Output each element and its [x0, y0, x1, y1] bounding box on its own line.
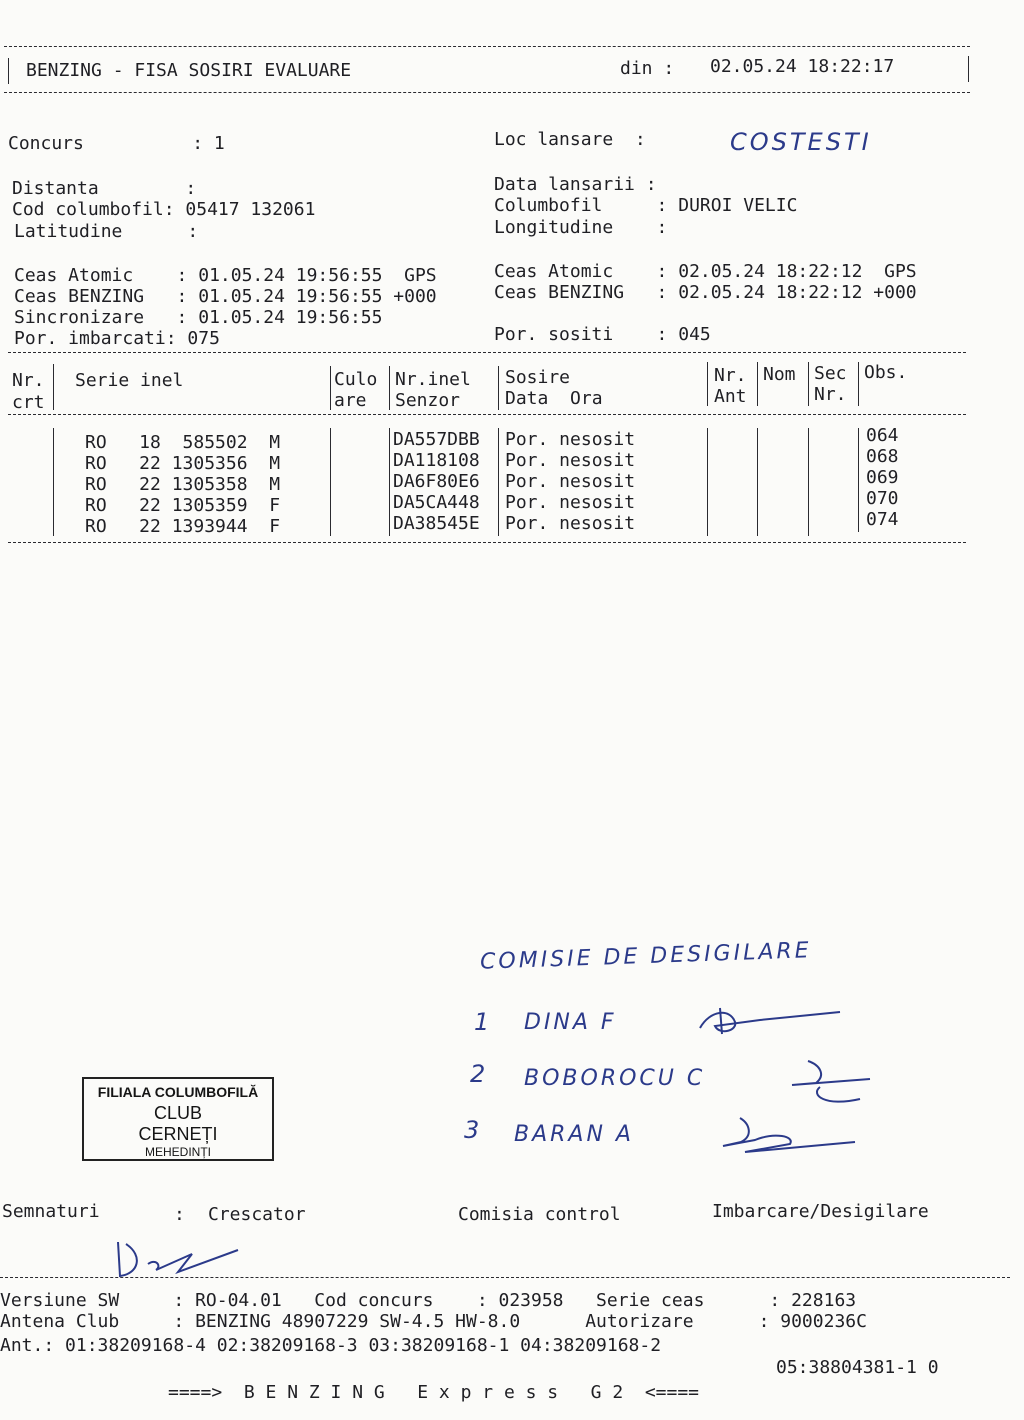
- header-serie-inel: Serie inel: [75, 370, 184, 391]
- col-sep: [707, 428, 708, 536]
- col-sep: [330, 428, 331, 536]
- header-left-border: [8, 58, 9, 84]
- col-sep: [330, 366, 331, 410]
- loc-lansare-handwritten: COSTESTI: [730, 128, 872, 156]
- club-stamp: [82, 1077, 274, 1161]
- ceas-benzing-start: Ceas BENZING : 01.05.24 19:56:55 +000: [14, 286, 437, 307]
- row-obs: 064: [866, 425, 899, 446]
- row-obs: 069: [866, 467, 899, 488]
- row-senzor: DA557DBB: [393, 429, 480, 450]
- comisia-control-label: Comisia control: [458, 1204, 621, 1225]
- row-sosire: Por. nesosit: [505, 471, 636, 492]
- row-senzor: DA118108: [393, 450, 480, 471]
- col-sep: [389, 428, 390, 536]
- footer-line-2: Antena Club : BENZING 48907229 SW-4.5 HW-8.0 Autorizare : 9000236C: [0, 1311, 867, 1332]
- header-obs: Obs.: [864, 362, 908, 383]
- page-title: BENZING - FISA SOSIRI EVALUARE: [26, 60, 352, 81]
- header-right-border: [968, 56, 969, 82]
- header-nr-crt-1: Nr.: [12, 370, 45, 391]
- row-sosire: Por. nesosit: [505, 492, 636, 513]
- commission-member-nr: 1: [474, 1008, 493, 1036]
- header-nr-ant-2: Ant: [714, 386, 747, 407]
- semnaturi-colon: :: [174, 1204, 185, 1225]
- row-serie: RO 22 1305356 M: [85, 453, 281, 474]
- commission-member-name: BARAN A: [514, 1122, 634, 1147]
- header-sosire-2: Data Ora: [505, 388, 603, 409]
- sincronizare-line: Sincronizare : 01.05.24 19:56:55: [14, 307, 383, 328]
- row-sosire: Por. nesosit: [505, 450, 636, 471]
- header-culoare-1: Culo: [334, 369, 378, 390]
- row-obs: 068: [866, 446, 899, 467]
- signature-member-2: [780, 1055, 880, 1115]
- footer-brand: ====> B E N Z I N G E x p r e s s G 2 <====: [168, 1382, 700, 1403]
- longitudine-line: Longitudine :: [494, 217, 668, 238]
- stamp-line-3: CERNEȚI: [138, 1124, 218, 1144]
- row-sosire: Por. nesosit: [505, 513, 636, 534]
- ceas-benzing-end: Ceas BENZING : 02.05.24 18:22:12 +000: [494, 282, 917, 303]
- col-sep: [808, 428, 809, 536]
- header-nr-inel-1: Nr.inel: [395, 369, 471, 390]
- row-senzor: DA5CA448: [393, 492, 480, 513]
- header-sec-nr-1: Sec: [814, 363, 847, 384]
- commission-member-nr: 3: [464, 1116, 483, 1144]
- columbofil-line: Columbofil : DUROI VELIC: [494, 195, 798, 216]
- por-imbarcati-line: Por. imbarcati: 075: [14, 328, 220, 349]
- stamp-line-1: FILIALA COLUMBOFILĂ: [97, 1084, 259, 1100]
- header-sec-nr-2: Nr.: [814, 384, 847, 405]
- header-bottom-border: [4, 92, 970, 93]
- loc-lansare-line: Loc lansare :: [494, 129, 646, 150]
- latitudine-line: Latitudine :: [14, 221, 199, 242]
- distanta-line: Distanta :: [12, 178, 197, 199]
- col-sep: [498, 428, 499, 536]
- row-obs: 070: [866, 488, 899, 509]
- row-obs: 074: [866, 509, 899, 530]
- imbarcare-desigilare-label: Imbarcare/Desigilare: [712, 1201, 929, 1222]
- concurs-line: Concurs : 1: [8, 133, 225, 154]
- col-sep: [808, 362, 809, 406]
- header-sosire-1: Sosire: [505, 367, 571, 388]
- col-sep: [498, 366, 499, 410]
- row-serie: RO 22 1305359 F: [85, 495, 281, 516]
- table-top-border: [8, 352, 966, 353]
- col-sep: [389, 366, 390, 410]
- din-label: din :: [620, 58, 675, 79]
- col-sep: [858, 362, 859, 406]
- por-sositi-line: Por. sositi : 045: [494, 324, 711, 345]
- header-nr-ant-1: Nr.: [714, 365, 747, 386]
- commission-member-name: DINA F: [524, 1010, 617, 1035]
- crescator-label: Crescator: [208, 1204, 306, 1225]
- commission-member-nr: 2: [470, 1060, 489, 1088]
- ceas-atomic-end: Ceas Atomic : 02.05.24 18:22:12 GPS: [494, 261, 917, 282]
- header-top-border: [4, 46, 970, 47]
- col-sep: [53, 428, 54, 536]
- row-serie: RO 22 1305358 M: [85, 474, 281, 495]
- row-serie: RO 18 585502 M: [85, 432, 281, 453]
- footer-line-1: Versiune SW : RO-04.01 Cod concurs : 023958 Serie ceas : 228163: [0, 1290, 857, 1311]
- ceas-atomic-start: Ceas Atomic : 01.05.24 19:56:55 GPS: [14, 265, 437, 286]
- row-sosire: Por. nesosit: [505, 429, 636, 450]
- header-nr-crt-2: crt: [12, 392, 45, 413]
- commission-member-name: BOBOROCU C: [524, 1066, 706, 1091]
- table-header-border: [8, 414, 966, 415]
- footer-line-3: Ant.: 01:38209168-4 02:38209168-3 03:38209168-1 04:38209168-2: [0, 1335, 662, 1356]
- cod-columbofil-line: Cod columbofil: 05417 132061: [12, 199, 316, 220]
- col-sep: [53, 364, 54, 410]
- signature-member-3: [715, 1110, 865, 1165]
- stamp-line-4: MEHEDINȚI: [145, 1145, 211, 1159]
- data-lansarii-line: Data lansarii :: [494, 174, 657, 195]
- col-sep: [858, 428, 859, 532]
- footer-line-4: 05:38804381-1 0: [776, 1357, 939, 1378]
- header-nom: Nom: [763, 364, 796, 385]
- col-sep: [757, 362, 758, 406]
- signature-member-1: [690, 1000, 850, 1040]
- table-bottom-border: [8, 542, 966, 543]
- footer-border: [0, 1277, 1010, 1278]
- col-sep: [757, 428, 758, 536]
- header-nr-inel-2: Senzor: [395, 390, 461, 411]
- signature-crescator: [108, 1236, 248, 1282]
- row-senzor: DA38545E: [393, 513, 480, 534]
- row-serie: RO 22 1393944 F: [85, 516, 281, 537]
- row-senzor: DA6F80E6: [393, 471, 480, 492]
- din-value: 02.05.24 18:22:17: [710, 56, 895, 77]
- commission-title: COMISIE DE DESIGILARE: [479, 938, 812, 975]
- stamp-line-2: CLUB: [153, 1103, 202, 1123]
- semnaturi-label: Semnaturi: [2, 1201, 100, 1222]
- header-culoare-2: are: [334, 390, 367, 411]
- col-sep: [707, 362, 708, 406]
